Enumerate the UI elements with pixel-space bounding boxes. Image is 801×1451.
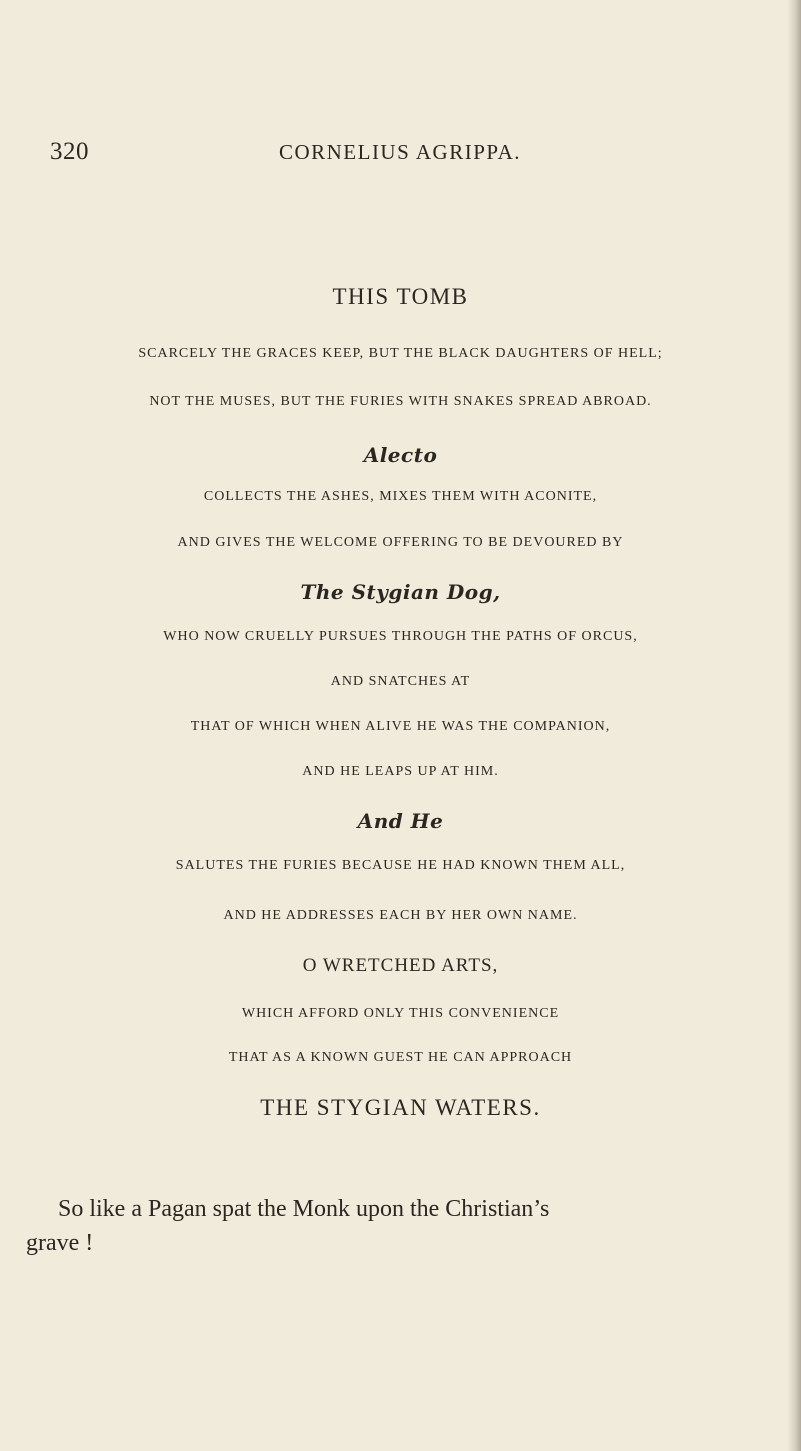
inscription-line: AND HE ADDRESSES EACH BY HER OWN NAME. (223, 908, 578, 923)
inscription-line: NOT THE MUSES, BUT THE FURIES WITH SNAKES SPREAD ABROAD. (149, 394, 652, 409)
inscription-line: WHO NOW CRUELLY PURSUES THROUGH THE PATHS OF ORCUS, (163, 629, 638, 644)
page-number: 320 (50, 138, 89, 165)
inscription-line: AND GIVES THE WELCOME OFFERING TO BE DEVOURED BY (177, 535, 624, 550)
blackletter-line: Alecto (363, 443, 438, 467)
prose-line: grave ! (26, 1230, 94, 1256)
inscription-closing-line: THE STYGIAN WATERS. (260, 1095, 541, 1120)
inscription-line: WHICH AFFORD ONLY THIS CONVENIENCE (241, 1006, 560, 1021)
inscription-line: COLLECTS THE ASHES, MIXES THEM WITH ACONITE, (203, 489, 598, 504)
inscription-line: AND SNATCHES AT (330, 674, 471, 689)
inscription-line: AND HE LEAPS UP AT HIM. (302, 764, 499, 779)
blackletter-line: And He (357, 809, 444, 833)
inscription-line: SALUTES THE FURIES BECAUSE HE HAD KNOWN THEM ALL, (175, 858, 626, 873)
inscription-title: THIS TOMB (332, 284, 469, 309)
inscription-line: THAT AS A KNOWN GUEST HE CAN APPROACH (228, 1050, 573, 1065)
inscription-line: O WRETCHED ARTS, (302, 955, 499, 976)
prose-line: So like a Pagan spat the Monk upon the Christian’s (58, 1196, 550, 1222)
running-title: CORNELIUS AGRIPPA. (278, 140, 522, 164)
page-header (50, 138, 750, 168)
blackletter-line: The Stygian Dog, (300, 580, 501, 604)
inscription-line: SCARCELY THE GRACES KEEP, BUT THE BLACK DAUGHTERS OF HELL; (138, 346, 663, 361)
inscription-line: THAT OF WHICH WHEN ALIVE HE WAS THE COMPANION, (190, 719, 611, 734)
